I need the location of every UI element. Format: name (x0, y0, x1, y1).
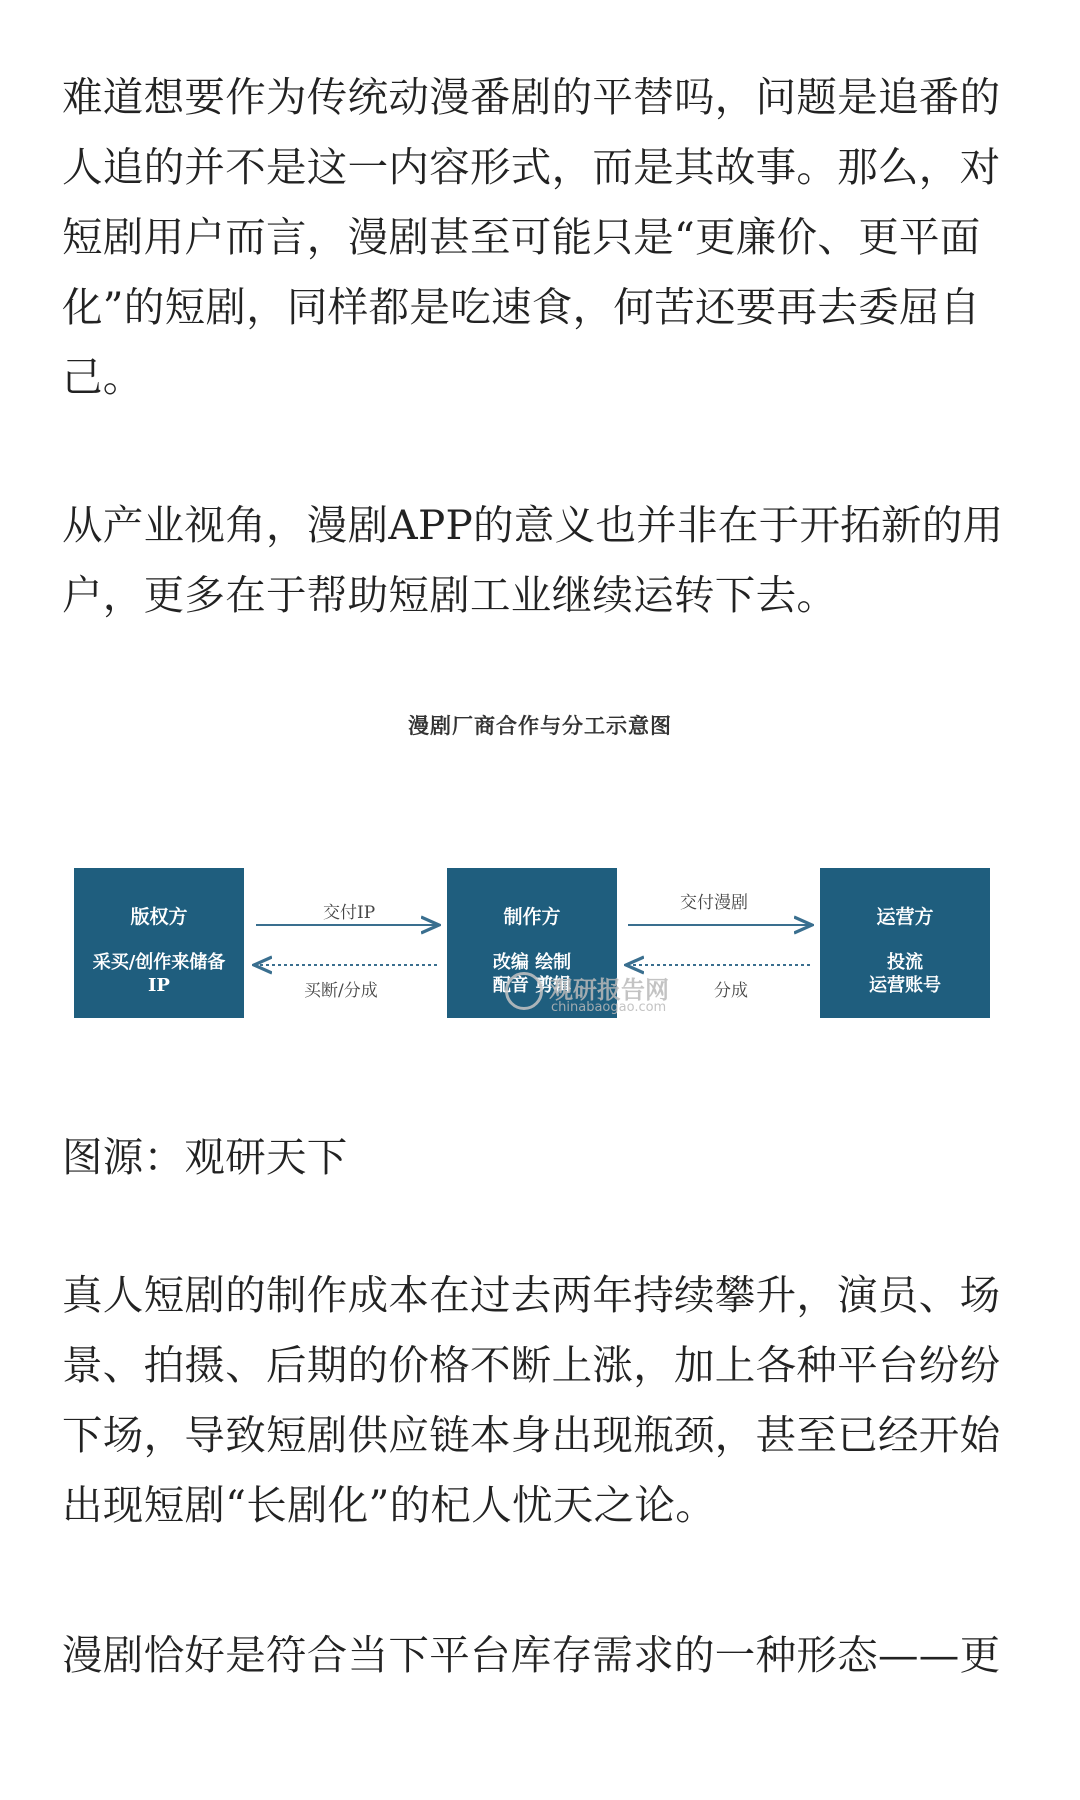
watermark-text: 观研报告网 (549, 976, 669, 1004)
box-desc-line: 投流 (887, 952, 923, 973)
label-share: 分成 (714, 981, 748, 1001)
box-desc-line: 配音 剪辑 (492, 975, 572, 996)
paragraph-2: 从产业视角，漫剧APP的意义也并非在于开拓新的用户，更多在于帮助短剧工业继续运转下去。 (62, 501, 1004, 619)
paragraph-4: 漫剧恰好是符合当下平台库存需求的一种形态——更 (62, 1631, 1001, 1679)
watermark-logo-icon (505, 972, 543, 1010)
paragraph-3: 真人短剧的制作成本在过去两年持续攀升，演员、场景、拍摄、后期的价格不断上涨，加上各种平台纷纷下场，导致短剧供应链本身出现瓶颈，甚至已经开始出现短剧“长剧化”的杞人忧天之论。 (62, 1271, 1001, 1529)
label-buyout-share: 买断/分成 (304, 981, 378, 1001)
box-operator (820, 868, 990, 1018)
box-desc-line: 运营账号 (869, 975, 941, 996)
box-role: 版权方 (130, 906, 188, 928)
cooperation-diagram (0, 680, 1080, 1050)
box-role: 制作方 (503, 906, 561, 928)
box-role: 运营方 (876, 906, 934, 928)
box-copyright-holder (74, 868, 244, 1018)
label-deliver-ip: 交付IP (323, 903, 376, 923)
paragraph-1: 难道想要作为传统动漫番剧的平替吗，问题是追番的人追的并不是这一内容形式，而是其故事。那么，对短剧用户而言，漫剧甚至可能只是“更廉价、更平面化”的短剧，同样都是吃速食，何苦还要再去委屈自己。 (62, 73, 1001, 401)
diagram-title: 漫剧厂商合作与分工示意图 (408, 713, 672, 738)
figure-source: 图源：观研天下 (62, 1133, 348, 1181)
box-desc-line: 改编 绘制 (492, 952, 572, 973)
watermark-url: chinabaogao.com (551, 1000, 667, 1015)
box-desc-line: 采买/创作来储备 (92, 952, 226, 973)
box-desc-line: IP (148, 975, 170, 996)
label-deliver-drama: 交付漫剧 (680, 893, 748, 913)
